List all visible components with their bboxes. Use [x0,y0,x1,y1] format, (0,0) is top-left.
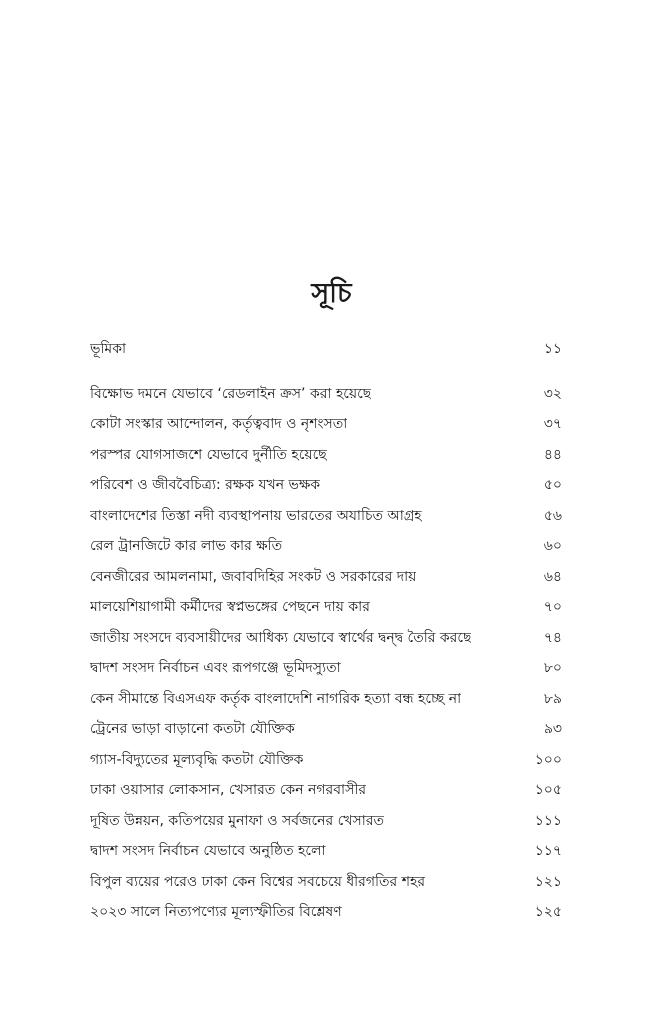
toc-entry [90,379,562,410]
toc-entry-title: দ্বাদশ সংসদ নির্বাচন এবং রূপগঞ্জে ভূমিদস্যুতা [90,660,341,676]
toc-entry-title: রেল ট্রানজিটে কার লাভ কার ক্ষতি [90,538,283,554]
toc-entry [90,470,562,501]
toc-entry [90,867,562,898]
toc-entry-page-number: ১১ [543,341,562,357]
toc-entry-page-number: ১২১ [534,873,562,890]
toc-entry [90,562,562,593]
toc-entry-page-number: ৮৯ [543,690,562,707]
toc-entry-page-number: ৬৪ [543,568,562,585]
toc-entry-title: ট্রেনের ভাড়া বাড়ানো কতটা যৌক্তিক [90,721,295,737]
toc-entry [90,745,562,776]
toc-entry-page-number: ৭৪ [543,629,562,646]
toc-entry-title: বাংলাদেশের তিস্তা নদী ব্যবস্থাপনায় ভারতের অযাচিত আগ্রহ [90,507,422,524]
toc-entry-title: বেনজীরের আমলনামা, জবাবদিহির সংকট ও সরকারের দায় [90,568,417,585]
toc-entry [90,897,562,928]
toc-entry-title: দূষিত উন্নয়ন, কতিপয়ের মুনাফা ও সর্বজনের খেসারত [90,812,385,829]
toc-list [90,334,562,928]
toc-entry-page-number: ১০৫ [534,782,562,798]
toc-entry-page-number: ১১১ [534,812,562,829]
toc-entry [90,775,562,806]
toc-entry-page-number: ৭০ [543,599,562,615]
toc-entry-page-number: ৩৭ [543,416,562,432]
toc-entry-page-number: ৩২ [543,385,562,402]
toc-entry-title: গ্যাস-বিদ্যুতের মূল্যবৃদ্ধি কতটা যৌক্তিক [90,751,304,768]
toc-entry-page-number: ৯৩ [543,721,562,737]
toc-entry-page-number: ১১৭ [534,843,562,859]
toc-entry-title: দ্বাদশ সংসদ নির্বাচন যেভাবে অনুষ্ঠিত হলো [90,843,326,859]
toc-entry [90,653,562,684]
toc-entry-page-number: ৫৬ [543,507,562,524]
toc-entry [90,531,562,562]
toc-heading: সূচি [311,278,352,309]
toc-entry-title: বিক্ষোভ দমনে যেভাবে ‘রেডলাইন ক্রস’ করা হয়েছে [90,385,372,402]
toc-entry-title: পরিবেশ ও জীববৈচিত্র্য: রক্ষক যখন ভক্ষক [90,477,321,493]
toc-entry [90,592,562,623]
toc-entry-title: জাতীয় সংসদে ব্যবসায়ীদের আধিক্য যেভাবে স্বার্থের দ্বন্দ্ব তৈরি করছে [90,629,472,646]
toc-entry-title: পরস্পর যোগসাজশে যেভাবে দুর্নীতি হয়েছে [90,446,327,463]
toc-entry [90,684,562,715]
toc-entry [90,623,562,654]
toc-entry [90,334,562,365]
toc-entry-title: ঢাকা ওয়াসার লোকসান, খেসারত কেন নগরবাসীর [90,782,367,798]
toc-entry-title: বিপুল ব্যয়ের পরেও ঢাকা কেন বিশ্বের সবচেয়ে ধীরগতির শহর [90,873,426,890]
toc-entry-title: কোটা সংস্কার আন্দোলন, কর্তৃত্ববাদ ও নৃশংসতা [90,416,348,432]
toc-entry [90,806,562,837]
toc-entry-page-number: ৪৪ [543,446,562,463]
toc-entry [90,440,562,471]
toc-entry-page-number: ৮০ [543,660,562,676]
toc-entry-title: মালয়েশিয়াগামী কর্মীদের স্বপ্নভঙ্গের পেছনে দায় কার [90,599,370,615]
toc-entry-page-number: ৬০ [543,538,562,554]
toc-entry [90,836,562,867]
toc-entry-page-number: ৫০ [543,477,562,493]
toc-entry [90,409,562,440]
toc-entry-page-number: ১০০ [534,751,562,768]
toc-entry-title: কেন সীমান্তে বিএসএফ কর্তৃক বাংলাদেশি নাগরিক হত্যা বন্ধ হচ্ছে না [90,690,462,707]
toc-entry-page-number: ১২৫ [534,904,562,920]
toc-entry [90,714,562,745]
toc-entry-title: ভূমিকা [90,341,127,357]
toc-entry [90,501,562,532]
toc-entry-title: ২০২৩ সালে নিত্যপণ্যের মূল্যস্ফীতির বিশ্লেষণ [90,904,342,920]
